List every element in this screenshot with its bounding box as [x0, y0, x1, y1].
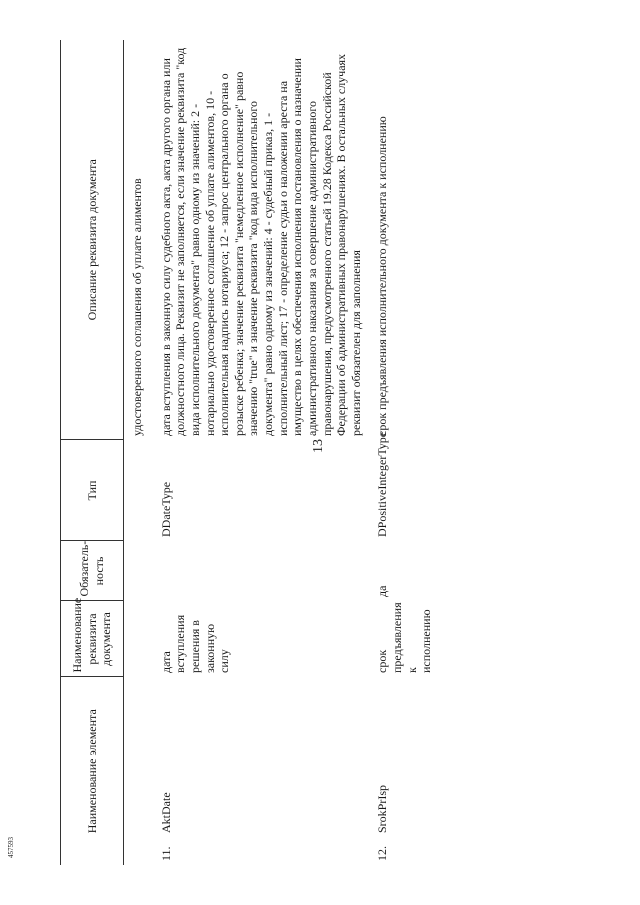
element-name: SrokPrIsp: [375, 784, 390, 833]
element-cell: [367, 677, 438, 865]
type-cell: DPositiveIntegerType: [375, 431, 390, 537]
element-name: AktDate: [158, 792, 173, 833]
page-number: 13: [311, 439, 326, 453]
requisites-table: [60, 40, 438, 865]
header-type: Тип: [61, 440, 124, 541]
type-cell: DDateType: [158, 481, 173, 537]
continuation-description: удостоверенного соглашения об уплате алиментов: [130, 178, 144, 436]
table-row: [367, 40, 438, 865]
description-cell: дата вступления в законную силу судебного акта, акта другого органа или должностного лица. Реквизит не заполняется, если значение реквизита "код вида исполнительного документа" равно одному из значений: 2 - нотариально удостоверенное соглашение об уплате алиментов, 10 - исполнительная надпись нотариуса; 12 - запрос центрального органа о розыске ребенка; значение реквизита "немедленное исполнение" равно значению "true" и значение реквизита "код вида исполнительного документа" равно одному из значений: 4 - судебный приказ, 1 - исполнительный лист; 17 - определение судьи о наложении ареста на имущество в целях обеспечения исполнения постановления о назначении административного наказания за совершение административного правонарушения, предусмотренного статьей 19.28 Кодекса Российской Федерации об административных правонарушениях. В остальных случаях реквизит обязателен для заполнения: [158, 47, 363, 436]
requisite-cell: дата вступления решения в законную силу: [158, 614, 232, 673]
row-number: 11.: [158, 846, 173, 861]
table-row: [151, 40, 368, 865]
table-header-row: [61, 40, 124, 865]
document-code: 457593: [7, 837, 15, 858]
header-requisite-name: Наименование реквизита документа: [61, 601, 124, 677]
element-cell: [151, 677, 368, 865]
obligatory-cell: [151, 541, 368, 601]
obligatory-cell: да: [375, 585, 390, 597]
table-row: [124, 40, 151, 865]
header-description: Описание реквизита документа: [61, 40, 124, 440]
header-obligatory: Обязатель-ность: [61, 541, 124, 601]
requisite-cell: срок предъявления к исполнению: [375, 602, 434, 673]
description-cell: срок предъявления исполнительного документа к исполнению: [375, 116, 390, 436]
header-element-name: Наименование элемента: [61, 677, 124, 865]
row-number: 12.: [375, 846, 390, 861]
